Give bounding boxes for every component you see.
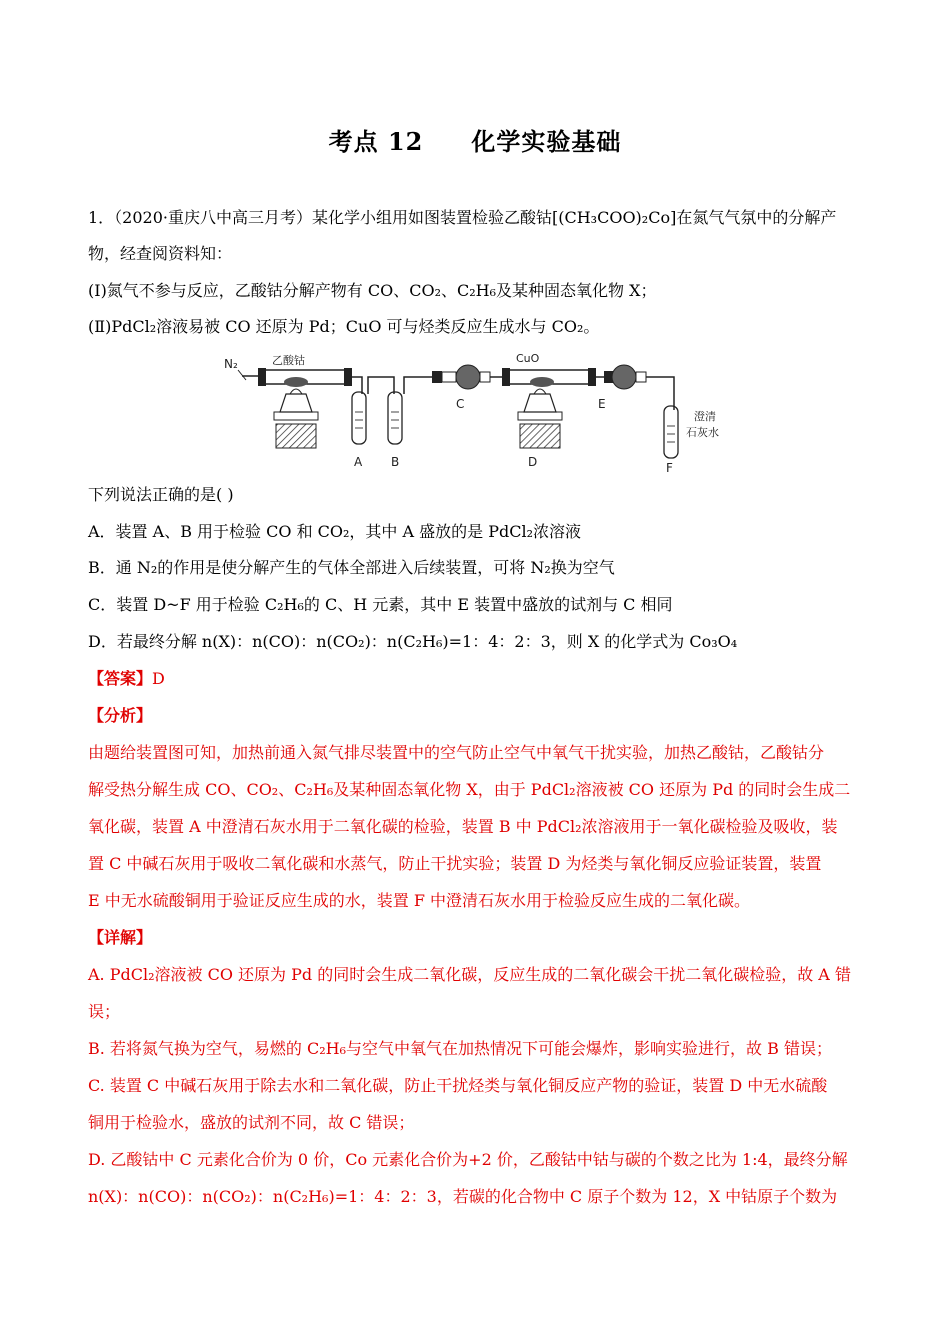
question-intro-line-1: 1．（2020·重庆八中高三月考）某化学小组用如图装置检验乙酸钴[(CH₃COO)₂Co]在氮气气氛中的分解产 (88, 208, 837, 227)
detail-line-5: 铜用于检验水，盛放的试剂不同，故 C 错误； (88, 1113, 415, 1132)
label-b: B (391, 455, 400, 469)
option-b: B．通 N₂的作用是使分解产生的气体全部进入后续装置，可将 N₂换为空气 (88, 558, 615, 577)
detail-line-3: B. 若将氮气换为空气，易燃的 C₂H₆与空气中氧气在加热情况下可能会爆炸，影响实验进行，故 B 错误； (88, 1039, 832, 1058)
option-d: D．若最终分解 n(X)：n(CO)：n(CO₂)：n(C₂H₆)=1：4：2：3，则 X 的化学式为 Co₃O₄ (88, 632, 738, 651)
question-intro-line-2: 物，经查阅资料知： (88, 244, 233, 263)
detail-tag: 【详解】 (88, 928, 153, 947)
analysis-line-2: 解受热分解生成 CO、CO₂、C₂H₆及某种固态氧化物 X，由于 PdCl₂溶液被 CO 还原为 Pd 的同时会生成二 (88, 780, 851, 799)
question-stem: 下列说法正确的是( ) (88, 485, 234, 504)
apparatus-svg (224, 350, 744, 478)
analysis-line-3: 氧化碳，装置 A 中澄清石灰水用于二氧化碳的检验，装置 B 中 PdCl₂浓溶液用于一氧化碳检验及吸收，装 (88, 817, 838, 836)
question-info-1: (Ⅰ)氮气不参与反应，乙酸钴分解产物有 CO、CO₂、C₂H₆及某种固态氧化物 X； (88, 281, 657, 300)
option-a: A．装置 A、B 用于检验 CO 和 CO₂，其中 A 盛放的是 PdCl₂浓溶液 (88, 522, 582, 541)
label-c: C (456, 397, 465, 411)
question-info-2: (Ⅱ)PdCl₂溶液易被 CO 还原为 Pd；CuO 可与烃类反应生成水与 CO₂。 (88, 317, 600, 336)
detail-line-1: A. PdCl₂溶液被 CO 还原为 Pd 的同时会生成二氧化碳，反应生成的二氧化碳会干扰二氧化碳检验，故 A 错 (88, 965, 851, 984)
analysis-tag: 【分析】 (88, 706, 153, 725)
answer-tag: 【答案】 (88, 669, 153, 688)
analysis-line-5: E 中无水硫酸铜用于验证反应生成的水，装置 F 中澄清石灰水用于检验反应生成的二氧化碳。 (88, 891, 751, 910)
detail-line-4: C. 装置 C 中碱石灰用于除去水和二氧化碳，防止干扰烃类与氧化铜反应产物的验证，装置 D 中无水硫酸 (88, 1076, 828, 1095)
detail-line-7: n(X)：n(CO)：n(CO₂)：n(C₂H₆)=1：4：2：3，若碳的化合物中 C 原子个数为 12，X 中钴原子个数为 (88, 1187, 838, 1206)
limewater-label-2: 石灰水 (686, 426, 719, 439)
label-e: E (598, 397, 606, 411)
answer-line (88, 668, 165, 690)
page-title (0, 122, 950, 157)
title-topic: 化学实验基础 (471, 127, 622, 156)
detail-line-2: 误； (88, 1002, 121, 1021)
cobalt-acetate-label: 乙酸钴 (272, 354, 305, 367)
analysis-line-1: 由题给装置图可知，加热前通入氮气排尽装置中的空气防止空气中氧气干扰实验，加热乙酸钴，乙酸钴分 (88, 743, 825, 762)
limewater-label-1: 澄清 (694, 410, 716, 423)
title-kaodian: 考点 12 (328, 127, 424, 156)
label-a: A (354, 455, 363, 469)
label-d: D (528, 455, 538, 469)
answer-value: D (152, 669, 165, 688)
apparatus-diagram (224, 350, 744, 478)
label-f: F (666, 461, 673, 475)
detail-line-6: D. 乙酸钴中 C 元素化合价为 0 价，Co 元素化合价为+2 价，乙酸钴中钴与碳的个数之比为 1:4，最终分解 (88, 1150, 848, 1169)
option-c: C．装置 D~F 用于检验 C₂H₆的 C、H 元素，其中 E 装置中盛放的试剂与 C 相同 (88, 595, 673, 614)
n2-label: N₂ (224, 357, 238, 371)
analysis-line-4: 置 C 中碱石灰用于吸收二氧化碳和水蒸气，防止干扰实验；装置 D 为烃类与氧化铜反应验证装置，装置 (88, 854, 822, 873)
cuo-label: CuO (516, 352, 540, 365)
